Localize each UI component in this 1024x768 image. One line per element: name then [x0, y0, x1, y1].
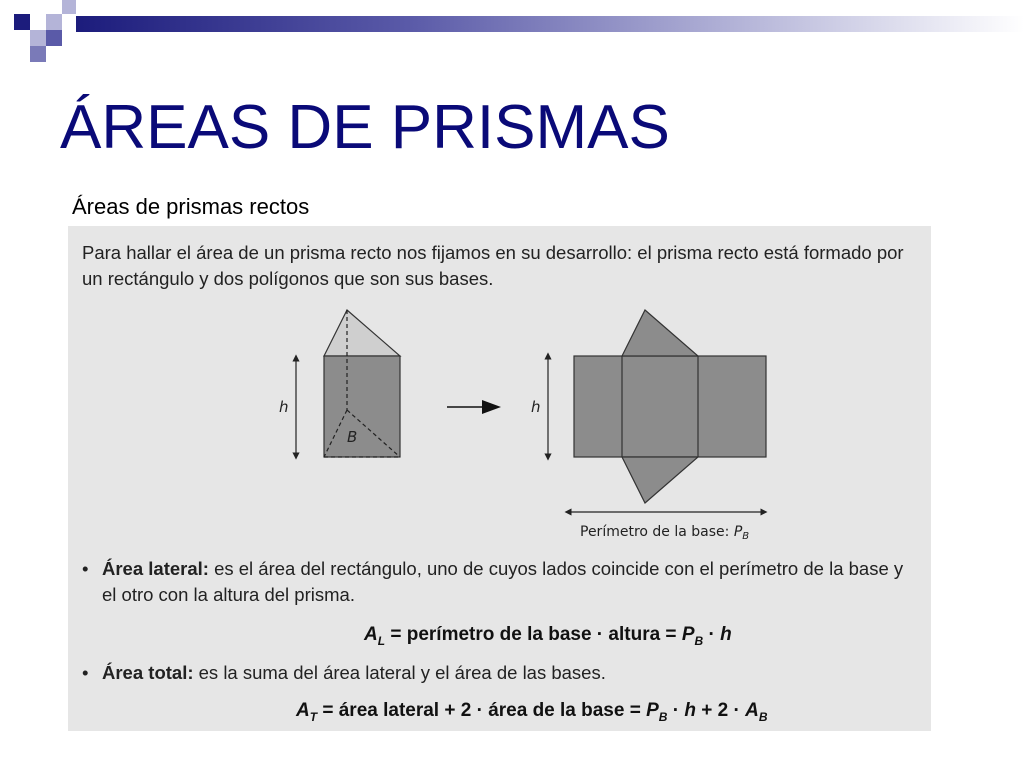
bullet-dot: • — [82, 558, 89, 579]
prism-base-label: B — [347, 428, 358, 446]
slide-subtitle: Áreas de prismas rectos — [72, 194, 310, 219]
lateral-area-term: Área lateral: — [102, 558, 209, 579]
prism-height-label: h — [279, 398, 289, 416]
lateral-area-item — [82, 556, 912, 608]
corner-decoration — [0, 0, 80, 70]
header-gradient-bar — [76, 16, 1024, 32]
total-area-term: Área total: — [102, 662, 194, 683]
prism-figure — [68, 226, 931, 546]
content-panel — [68, 226, 931, 731]
intro-text: Para hallar el área de un prisma recto nos fijamos en su desarrollo: el prisma recto está formado por un rectángulo y dos polígonos que son sus bases. — [82, 242, 904, 289]
total-area-text: es la suma del área lateral y el área de las bases. — [193, 662, 606, 683]
triangular-prism — [324, 310, 400, 457]
prism-net — [574, 310, 766, 503]
net-height-label: h — [531, 398, 541, 416]
transform-arrow — [447, 400, 501, 414]
slide-title: ÁREAS DE PRISMAS — [60, 93, 670, 162]
perimeter-label: Perímetro de la base: $P_B$ — [580, 524, 750, 542]
total-area-item — [82, 660, 912, 686]
total-area-formula: $A_T$ = área lateral + 2 · área de la base = $P_B \cdot h + 2 \cdot A_B$ — [296, 700, 768, 724]
bullet-dot: • — [82, 662, 89, 683]
lateral-area-formula: $A_L$ = perímetro de la base · altura = $P_B \cdot h$ — [364, 624, 732, 648]
lateral-area-text: es el área del rectángulo, uno de cuyos lados coincide con el perímetro de la base y el otro con la altura del prisma. — [102, 558, 904, 605]
